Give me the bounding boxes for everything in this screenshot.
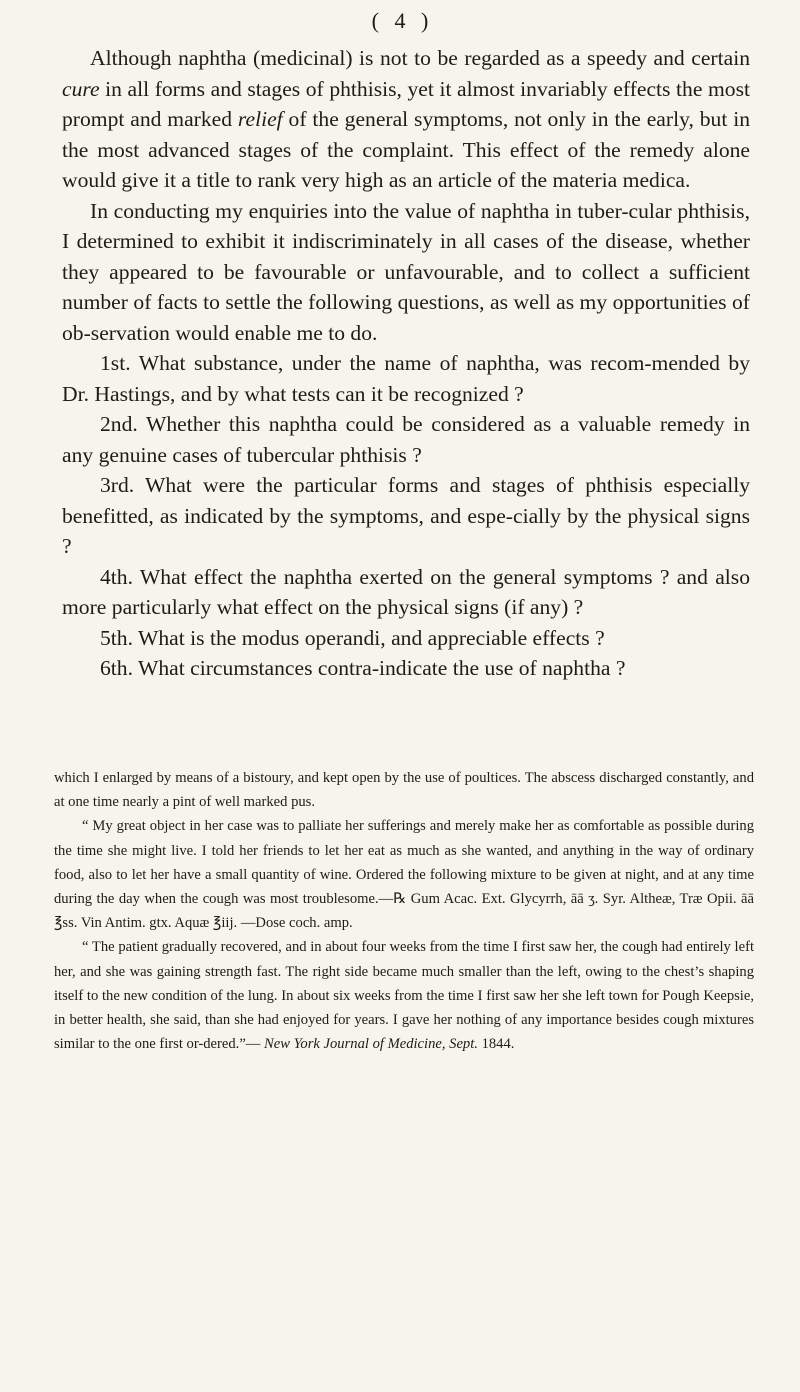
question-5: 5th. What is the modus operandi, and appreciable effects ?: [100, 625, 605, 650]
footnote-paragraph-1: which I enlarged by means of a bistoury, and kept open by the use of poultices. The abscess discharged constantly, and at one time nearly a pint of well marked pus.: [54, 770, 754, 811]
footnote-quote: “ The patient gradually recovered, and in about four weeks from the time I first saw her, the cough had entirely left her, and she was gaining strength fast. The right side became much smaller than the left, owing to the chest’s shaping itself to the new condition of the lung. In about six weeks from the time I first saw her she left town for Pough Keepsie, in better health, she said, than she had enjoyed for years. I gave her nothing of any importance besides cough mixtures similar to the one first or-dered.”—: [54, 939, 754, 1053]
intro-paragraph: [62, 43, 750, 196]
question-4: 4th. What effect the naphtha exerted on the general symptoms ? and also more particularly what effect on the physical signs (if any) ?: [62, 564, 750, 619]
enquiry-paragraph: In conducting my enquiries into the value of naphtha in tuber-cular phthisis, I determined to exhibit it indiscriminately in all cases of the disease, whether they appeared to be favourable or unfavourable, and to collect a sufficient number of facts to settle the following questions, as well as my opportunities of ob-servation would enable me to do.: [62, 198, 750, 345]
question-3: 3rd. What were the particular forms and stages of phthisis especially benefitted, as indicated by the symptoms, and espe-cially by the physical signs ?: [62, 473, 750, 558]
question-2: 2nd. Whether this naphtha could be considered as a valuable remedy in any genuine cases of tubercular phthisis ?: [62, 412, 750, 467]
footnote-citation-source: New York Journal of Medicine, Sept.: [264, 1036, 478, 1053]
intro-emphasis-cure: cure: [62, 76, 100, 101]
footnote-paragraph-3: [54, 935, 754, 1056]
page-number: ( 4 ): [371, 8, 429, 33]
footnote-citation-year: 1844.: [477, 1036, 515, 1053]
intro-text-3: of the general symptoms, not only in the early, but in the most advanced stages of the complaint. This effect of the remedy alone would give it a title to rank very high as an article of the materia medica.: [62, 107, 750, 192]
footnote-paragraph-2: “ My great object in her case was to palliate her sufferings and merely make her as comfortable as possible during the time she might live. I told her friends to let her eat as much as she wanted, and anything in the way of ordinary food, also to let her have a small quantity of wine. Ordered the following mixture to be given at night, and at any time during the day when the cough was most troublesome.—℞ Gum Acac. Ext. Glycyrrh, āā ʒ. Syr. Altheæ, Træ Opii. āā ℥ss. Vin Antim. gtx. Aquæ ℥iij. —Dose coch. amp.: [54, 818, 754, 932]
footnote: [54, 766, 754, 1056]
intro-text-2: in all forms and stages of phthisis, yet it almost invariably effects the most prompt and marked: [62, 76, 750, 131]
footnote-divider: [0, 755, 800, 756]
main-text: [62, 43, 750, 684]
intro-emphasis-relief: relief: [237, 107, 283, 131]
intro-text-1: Although naphtha (medicinal) is not to be regarded as a speedy and certain: [90, 46, 750, 70]
question-6: 6th. What circumstances contra-indicate the use of naphtha ?: [100, 656, 626, 680]
question-1: 1st. What substance, under the name of naphtha, was recom-mended by Dr. Hastings, and by what tests can it be recognized ?: [62, 351, 750, 406]
